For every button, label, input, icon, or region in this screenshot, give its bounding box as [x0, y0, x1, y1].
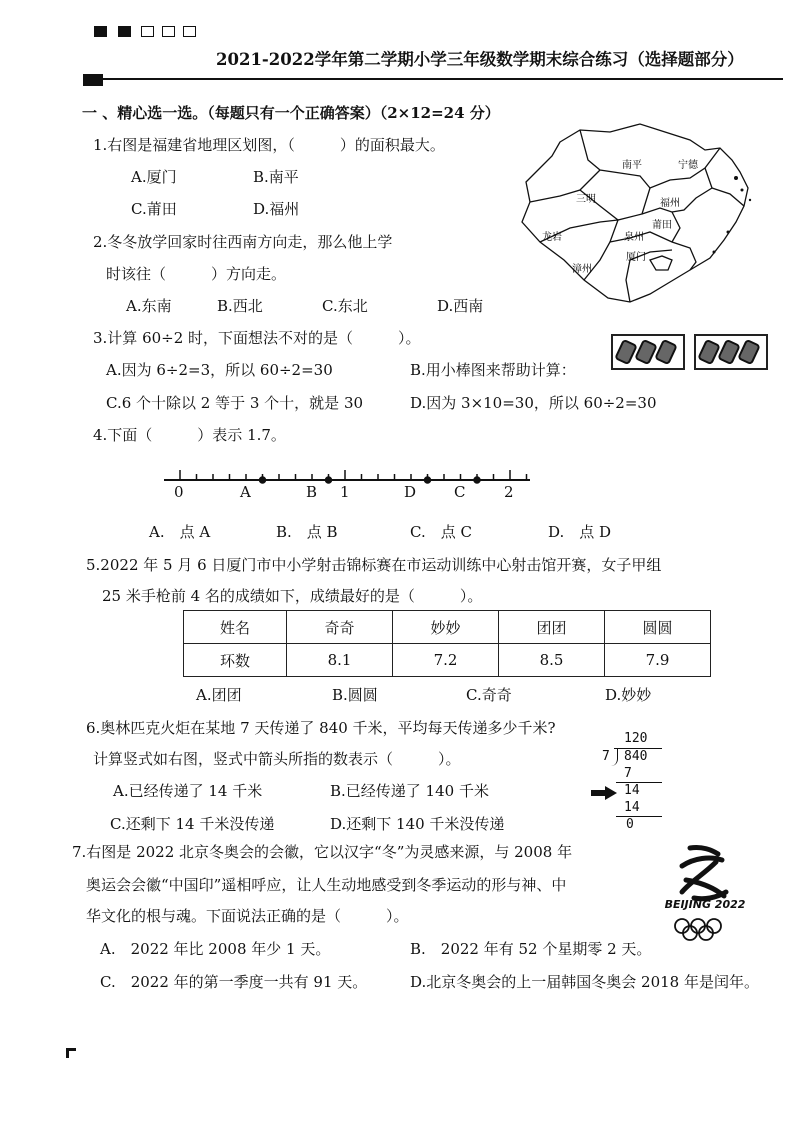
q4-option-c[interactable]: C. 点 C — [410, 523, 472, 541]
stick-bundle-box-1 — [611, 334, 685, 370]
q2-stem-line1: 2.冬冬放学回家时往西南方向走，那么他上学 — [93, 233, 393, 251]
q3-option-c[interactable]: C.6 个十除以 2 等于 3 个十，就是 30 — [106, 394, 364, 412]
header-mark-filled-1 — [94, 26, 107, 37]
q6-option-d[interactable]: D.还剩下 140 千米没传递 — [330, 815, 505, 833]
table-cell: 8.5 — [499, 644, 605, 677]
table-row — [184, 644, 711, 677]
q3-option-b[interactable]: B.用小棒图来帮助计算： — [410, 361, 576, 379]
q6-option-b[interactable]: B.已经传递了 140 千米 — [330, 782, 489, 800]
point-label-a: A — [240, 483, 251, 501]
point-label-c: C — [454, 483, 466, 501]
point-label-b: B — [306, 483, 318, 501]
stick-bundle-box-2 — [694, 334, 768, 370]
table-cell: 奇奇 — [287, 611, 393, 644]
q3-option-a[interactable]: A.因为 6÷2=3，所以 60÷2=30 — [106, 361, 333, 379]
q2-option-b[interactable]: B.西北 — [217, 297, 263, 315]
number-line — [160, 464, 540, 504]
q1-option-d[interactable]: D.福州 — [253, 200, 300, 218]
axis-label-0: 0 — [174, 483, 184, 501]
table-cell: 团团 — [499, 611, 605, 644]
q5-stem-line1: 5.2022 年 5 月 6 日厦门市中小学射击锦标赛在市运动训练中心射击馆开赛，女子甲组 — [86, 556, 662, 574]
header-mark-empty-3 — [183, 26, 196, 37]
number-line-point — [474, 477, 480, 483]
q6-option-a[interactable]: A.已经传递了 14 千米 — [113, 782, 263, 800]
table-cell: 圆圆 — [605, 611, 711, 644]
table-cell: 8.1 — [287, 644, 393, 677]
q7-option-c[interactable]: C. 2022 年的第一季度一共有 91 天。 — [100, 973, 368, 991]
q7-stem-line2: 奥运会会徽“中国印”遥相呼应，让人生动地感受到冬季运动的形与神、中 — [86, 876, 567, 894]
division-remainder: 0 — [626, 817, 634, 832]
header-rule — [103, 78, 783, 80]
q4-option-b[interactable]: B. 点 B — [276, 523, 338, 541]
beijing-2022-emblem — [660, 840, 750, 942]
map-label-fuzhou: 福州 — [660, 198, 680, 209]
q7-option-d[interactable]: D.北京冬奥会的上一届韩国冬奥会 2018 年是闰年。 — [410, 973, 759, 991]
table-cell: 7.9 — [605, 644, 711, 677]
corner-mark-vertical — [66, 1048, 69, 1058]
q3-option-d[interactable]: D.因为 3×10=30，所以 60÷2=30 — [410, 394, 657, 412]
division-step1: 7 — [624, 766, 632, 781]
q5-option-a[interactable]: A.团团 — [196, 686, 242, 704]
axis-label-1: 1 — [340, 483, 350, 501]
q2-option-c[interactable]: C.东北 — [322, 297, 368, 315]
division-dividend: 840 — [624, 749, 648, 764]
number-line-point — [260, 477, 266, 483]
table-cell: 7.2 — [393, 644, 499, 677]
map-label-quanzhou: 泉州 — [624, 232, 644, 243]
header-mark-filled-2 — [118, 26, 131, 37]
map-label-nanping: 南平 — [622, 160, 642, 171]
q1-stem: 1.右图是福建省地理区划图，（ ）的面积最大。 — [93, 136, 445, 154]
q5-option-c[interactable]: C.奇奇 — [466, 686, 512, 704]
q6-option-c[interactable]: C.还剩下 14 千米没传递 — [110, 815, 275, 833]
q3-stem: 3.计算 60÷2 时，下面想法不对的是（ ）。 — [93, 329, 421, 347]
map-label-xiamen: 厦门 — [626, 252, 646, 263]
point-label-d: D — [404, 483, 417, 501]
q2-stem-line2: 时该往（ ）方向走。 — [106, 265, 287, 283]
map-label-longyan: 龙岩 — [542, 232, 562, 243]
map-label-ningde: 宁德 — [678, 160, 698, 171]
q2-option-d[interactable]: D.西南 — [437, 297, 484, 315]
table-cell: 妙妙 — [393, 611, 499, 644]
table-row — [184, 611, 711, 644]
division-step2: 14 — [624, 783, 640, 798]
number-line-point — [326, 477, 332, 483]
arrow-right-icon — [591, 785, 617, 804]
q5-option-b[interactable]: B.圆圆 — [332, 686, 378, 704]
number-line-point — [425, 477, 431, 483]
table-cell: 姓名 — [184, 611, 287, 644]
header-mark-empty-1 — [141, 26, 154, 37]
emblem-text: BEIJING 2022 — [664, 898, 746, 911]
q1-option-b[interactable]: B.南平 — [253, 168, 299, 186]
q2-option-a[interactable]: A.东南 — [126, 297, 172, 315]
q6-stem-line1: 6.奥林匹克火炬在某地 7 天传递了 840 千米，平均每天传递多少千米? — [86, 719, 556, 737]
header-mark-empty-2 — [162, 26, 175, 37]
q1-option-a[interactable]: A.厦门 — [131, 168, 177, 186]
map-label-sanming: 三明 — [576, 194, 596, 205]
q7-stem-line3: 华文化的根与魂。下面说法正确的是（ ）。 — [86, 907, 409, 925]
q6-stem-line2: 计算竖式如右图，竖式中箭头所指的数表示（ ）。 — [93, 750, 461, 768]
header-bar-marker — [83, 74, 103, 86]
division-quotient: 120 — [624, 731, 648, 746]
q4-option-a[interactable]: A. 点 A — [149, 523, 211, 541]
map-label-zhangzhou: 漳州 — [572, 264, 592, 275]
q5-option-d[interactable]: D.妙妙 — [605, 686, 652, 704]
table-cell: 环数 — [184, 644, 287, 677]
score-table — [183, 610, 711, 677]
fujian-map — [500, 110, 780, 310]
section-heading: 一 、精心选一选。（每题只有一个正确答案）（2×12=24 分） — [82, 104, 500, 122]
page-title: 2021-2022学年第二学期小学三年级数学期末综合练习（选择题部分） — [216, 50, 744, 69]
q7-option-b[interactable]: B. 2022 年有 52 个星期零 2 天。 — [410, 940, 652, 958]
q1-option-c[interactable]: C.莆田 — [131, 200, 177, 218]
division-step3: 14 — [624, 800, 640, 815]
axis-label-2: 2 — [504, 483, 514, 501]
q7-stem-line1: 7.右图是 2022 北京冬奥会的会徽，它以汉字“冬”为灵感来源，与 2008 年 — [72, 843, 573, 861]
map-label-putian: 莆田 — [652, 220, 672, 231]
q4-option-d[interactable]: D. 点 D — [548, 523, 612, 541]
q7-option-a[interactable]: A. 2022 年比 2008 年少 1 天。 — [100, 940, 331, 958]
division-divisor: 7 — [602, 749, 610, 764]
q5-stem-line2: 25 米手枪前 4 名的成绩如下，成绩最好的是（ ）。 — [102, 587, 483, 605]
q4-stem: 4.下面（ ）表示 1.7。 — [93, 426, 286, 444]
division-line-2 — [616, 816, 662, 817]
